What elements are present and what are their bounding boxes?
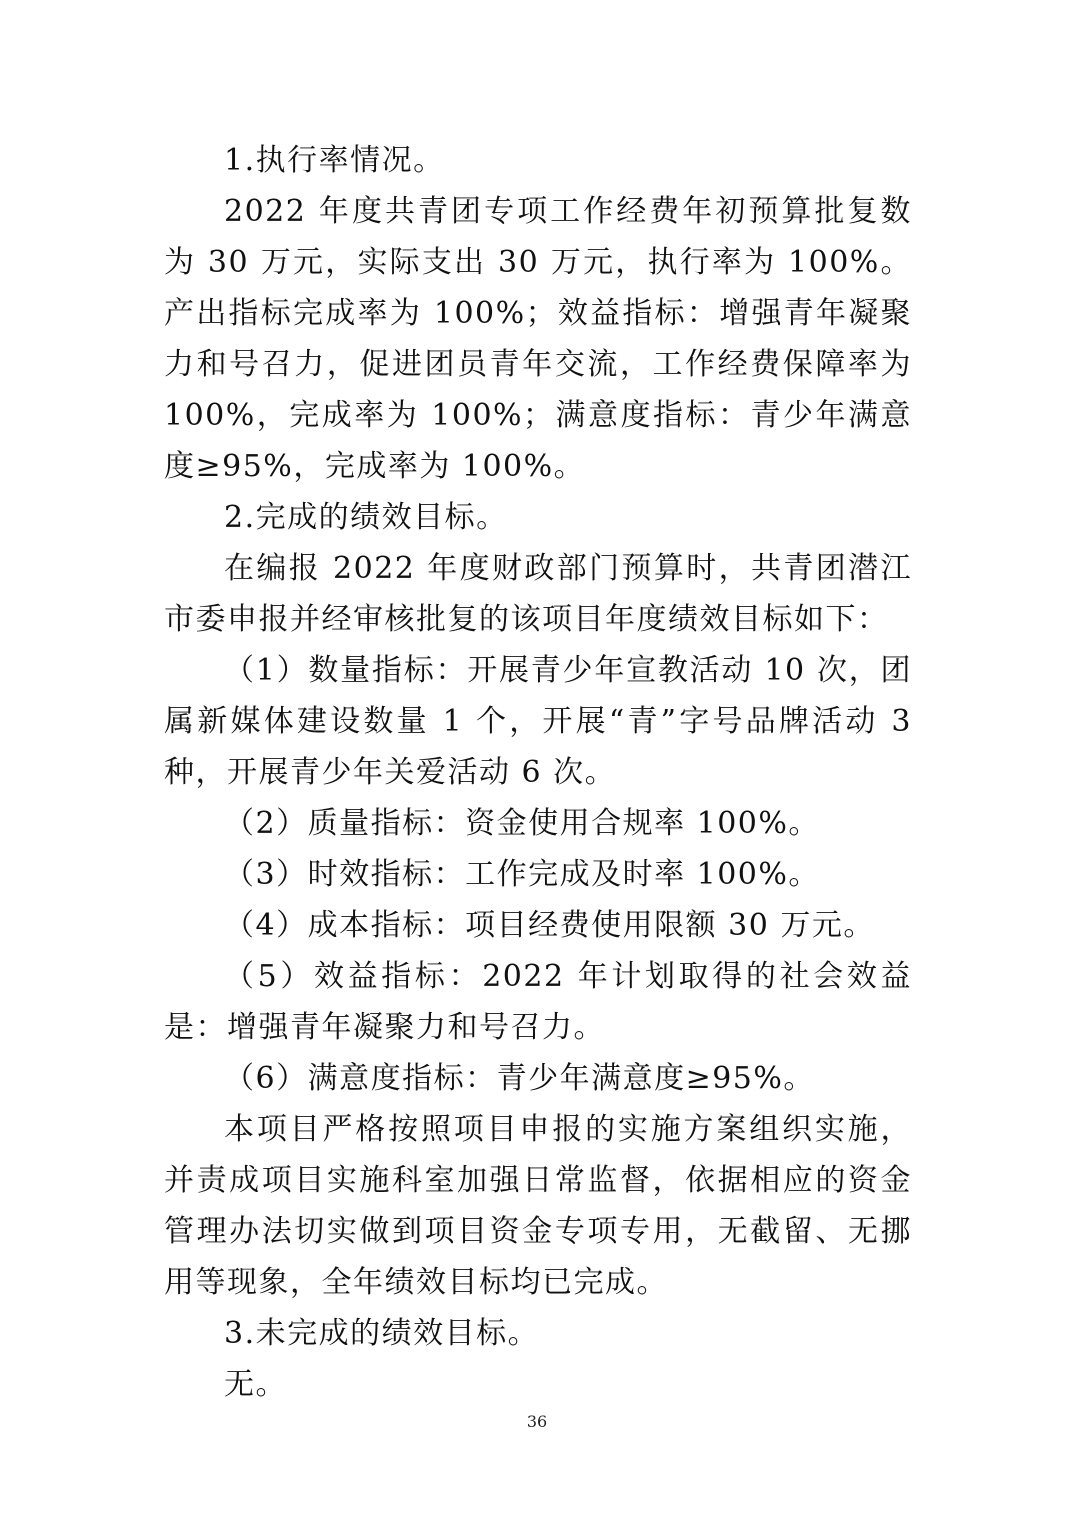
heading-uncompleted-goals: 3.未完成的绩效目标。 <box>224 1316 540 1351</box>
item-quantity-indicator: （1）数量指标：开展青少年宣教活动 10 次，团属新媒体建设数量 1 个，开展“青”字号品牌活动 3 种，开展青少年关爱活动 6 次。 <box>164 653 912 790</box>
item-satisfaction-indicator: （6）满意度指标：青少年满意度≥95%。 <box>224 1061 815 1096</box>
paragraph-execution-summary: 2022 年度共青团专项工作经费年初预算批复数为 30 万元，实际支出 30 万元，执行率为 100%。产出指标完成率为 100%；效益指标：增强青年凝聚力和号召力，促进团员青年交流，工作经费保障率为 100%，完成率为 100%；满意度指标：青少年满意度≥95%，完成率为 100%。 <box>164 194 912 484</box>
page-number: 36 <box>526 1412 548 1431</box>
heading-execution-rate: 1.执行率情况。 <box>224 143 445 178</box>
paragraph-none: 无。 <box>224 1367 287 1402</box>
paragraph-implementation: 本项目严格按照项目申报的实施方案组织实施，并责成项目实施科室加强日常监督，依据相应的资金管理办法切实做到项目资金专项专用，无截留、无挪用等现象，全年绩效目标均已完成。 <box>164 1112 912 1300</box>
item-cost-indicator: （4）成本指标：项目经费使用限额 30 万元。 <box>224 908 875 943</box>
item-benefit-indicator: （5）效益指标：2022 年计划取得的社会效益是：增强青年凝聚力和号召力。 <box>164 959 912 1045</box>
paragraph-goals-intro: 在编报 2022 年度财政部门预算时，共青团潜江市委申报并经审核批复的该项目年度绩效目标如下： <box>164 551 912 637</box>
heading-completed-goals: 2.完成的绩效目标。 <box>224 500 508 535</box>
body-text <box>164 135 912 1410</box>
item-quality-indicator: （2）质量指标：资金使用合规率 100%。 <box>224 806 820 841</box>
item-timeliness-indicator: （3）时效指标：工作完成及时率 100%。 <box>224 857 820 892</box>
